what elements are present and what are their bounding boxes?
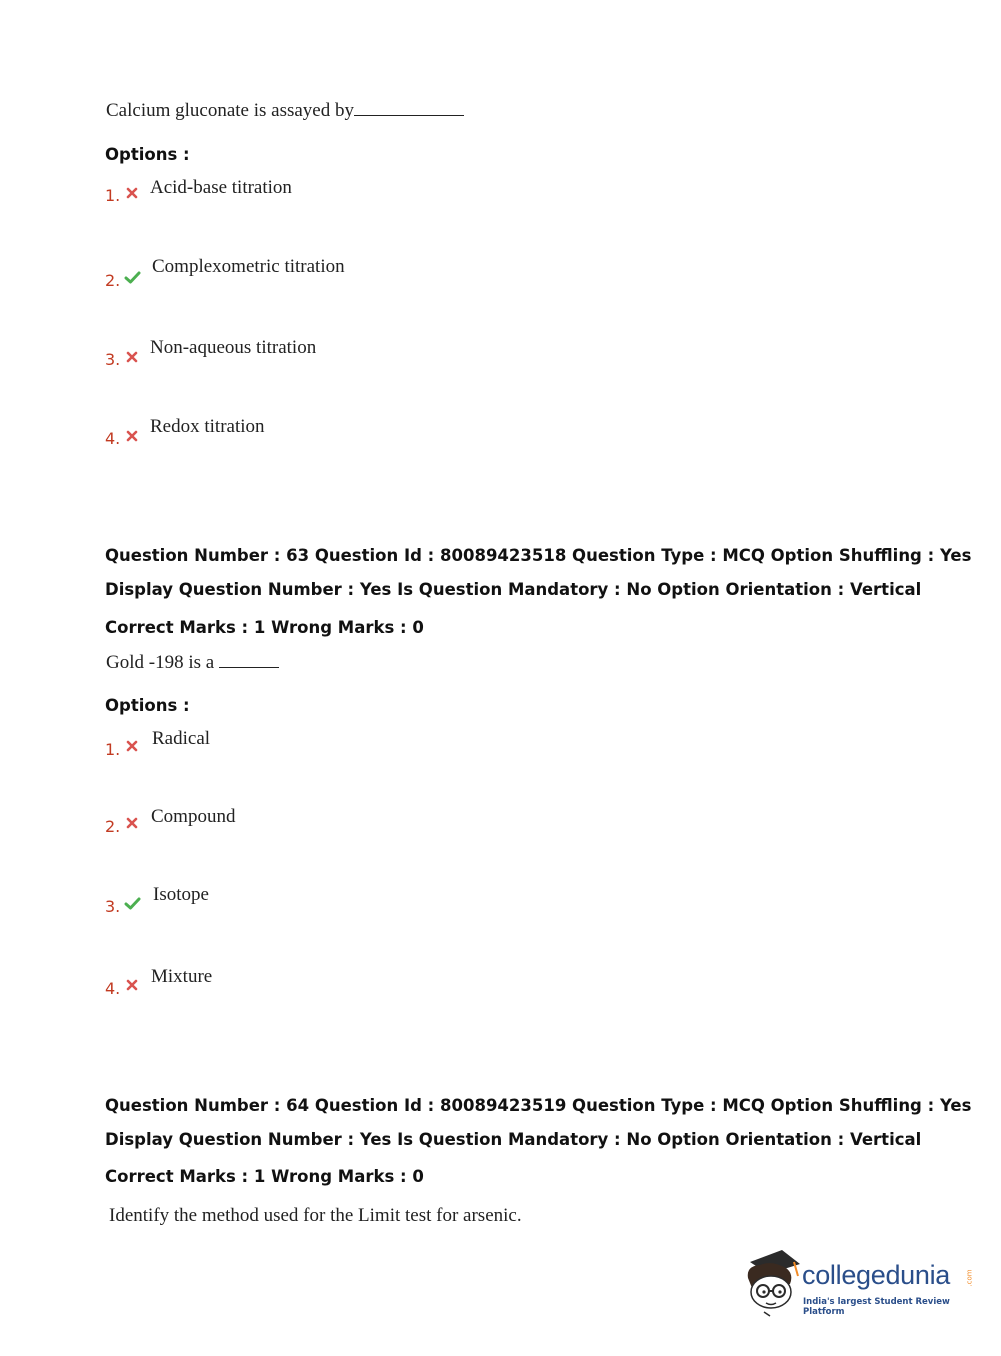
answer-blank (219, 651, 279, 668)
question-64-text: Identify the method used for the Limit test for arsenic. (109, 1205, 522, 1226)
wrong-icon (125, 739, 139, 753)
option-text: Acid-base titration (150, 177, 292, 198)
question-64-meta-line-1: Question Number : 64 Question Id : 80089423519 Question Type : MCQ Option Shuffling : Yes (105, 1096, 972, 1115)
option-text: Complexometric titration (152, 256, 345, 277)
logo-tagline: India's largest Student Review Platform (803, 1297, 950, 1317)
question-64-marks: Correct Marks : 1 Wrong Marks : 0 (105, 1167, 424, 1186)
option-number: 3. (105, 350, 121, 369)
logo-domain: .com (965, 1269, 974, 1287)
question-63-meta-line-1: Question Number : 63 Question Id : 80089423518 Question Type : MCQ Option Shuffling : Yes (105, 546, 972, 565)
wrong-icon (125, 978, 139, 992)
question-63-marks: Correct Marks : 1 Wrong Marks : 0 (105, 618, 424, 637)
wrong-icon (125, 186, 139, 200)
option-text: Radical (152, 728, 211, 749)
options-label: Options : (105, 145, 190, 164)
option-number: 2. (105, 817, 121, 836)
wrong-icon (125, 816, 139, 830)
question-63-text: Gold -198 is a (106, 651, 279, 674)
option-number: 3. (105, 897, 121, 916)
mascot-icon (742, 1248, 804, 1318)
option-number: 1. (105, 740, 121, 759)
collegedunia-logo (742, 1248, 972, 1318)
question-64-meta-line-2: Display Question Number : Yes Is Question Mandatory : No Option Orientation : Vertical (105, 1130, 922, 1149)
option-number: 1. (105, 186, 121, 205)
wrong-icon (125, 429, 139, 443)
option-number: 4. (105, 429, 121, 448)
logo-wordmark: collegedunia (802, 1260, 951, 1290)
answer-blank (354, 99, 464, 116)
option-text: Compound (151, 806, 236, 827)
option-number: 2. (105, 271, 121, 290)
option-number: 4. (105, 979, 121, 998)
correct-check-icon (124, 896, 141, 911)
option-text: Isotope (153, 884, 209, 905)
option-text: Redox titration (150, 416, 265, 437)
option-text: Mixture (151, 966, 213, 987)
correct-check-icon (124, 270, 141, 285)
option-text: Non-aqueous titration (150, 337, 317, 358)
wrong-icon (125, 350, 139, 364)
options-label: Options : (105, 696, 190, 715)
question-62-text: Calcium gluconate is assayed by (106, 99, 464, 122)
question-63-meta-line-2: Display Question Number : Yes Is Question Mandatory : No Option Orientation : Vertical (105, 580, 922, 599)
